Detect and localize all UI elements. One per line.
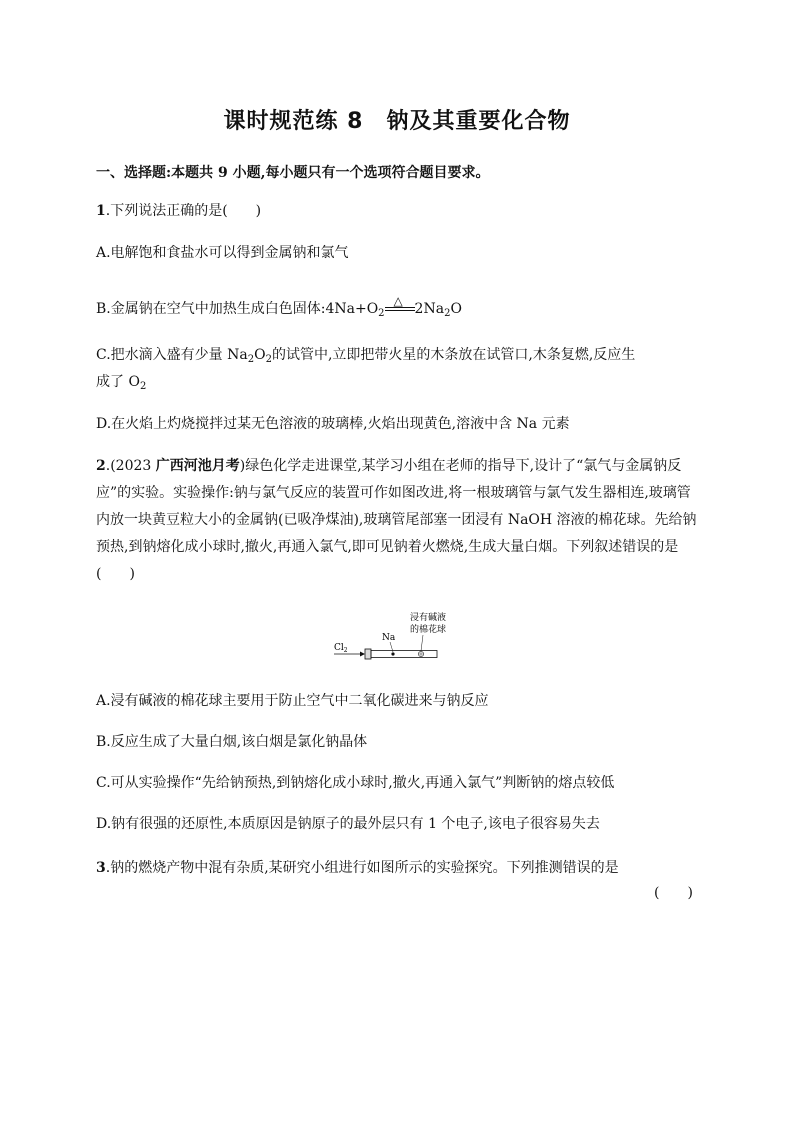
question-1-option-a: A.电解饱和食盐水可以得到金属钠和氯气 [96, 245, 349, 261]
question-3-stem [96, 855, 619, 882]
cotton-pointer [421, 635, 423, 651]
section-heading: 一、选择题:本题共 9 小题,每小题只有一个选项符合题目要求。 [96, 165, 490, 181]
option-b-sub2: 2 [444, 308, 451, 319]
option-c-text-d: 成了 O [96, 374, 140, 390]
question-2-number: 2 [96, 458, 106, 474]
question-2-source-open: .(2023 [105, 458, 156, 474]
sodium-piece-icon [391, 652, 394, 655]
na-label: Na [382, 633, 396, 643]
option-b-prefix: B.金属钠在空气中加热生成白色固体:4Na+O [96, 301, 379, 317]
arrow-head-icon [360, 652, 365, 657]
question-1-option-d: D.在火焰上灼烧搅拌过某无色溶液的玻璃棒,火焰出现黄色,溶液中含 Na 元素 [96, 416, 570, 432]
apparatus-figure [330, 608, 470, 664]
option-b-suffix: O [450, 301, 462, 317]
option-b-sub1: 2 [378, 308, 385, 319]
question-3-text: .钠的燃烧产物中混有杂质,某研究小组进行如图所示的实验探究。下列推测错误的是 [105, 860, 619, 876]
cotton-label-line1: 浸有碱液 [410, 613, 447, 623]
option-c-sub3: 2 [139, 381, 147, 392]
cl2-label: $Cl_2$ [334, 643, 348, 654]
question-2-stem [96, 453, 700, 588]
option-c-text-c: 的试管中,立即把带火星的木条放在试管口,木条复燃,反应生 [271, 347, 636, 363]
question-1-option-c-line1 [96, 342, 635, 373]
question-3-number: 3 [96, 860, 106, 876]
question-1-option-b [96, 296, 462, 327]
glass-tube [371, 651, 437, 658]
question-2-option-c: C.可从实验操作“先给钠预热,到钠熔化成小球时,撤火,再通入氯气”判断钠的熔点较低 [96, 775, 615, 791]
option-c-sub2: 2 [265, 354, 272, 365]
question-2-source: 广西河池月考 [155, 458, 240, 474]
question-1-option-c-line2 [96, 369, 146, 400]
option-c-text-b: O [254, 347, 266, 363]
question-1-number: 1 [96, 203, 106, 219]
heat-condition-icon: △ [393, 294, 403, 308]
page-title: 课时规范练 8 钠及其重要化合物 [223, 109, 571, 134]
heat-condition-equals [385, 294, 415, 316]
stopper-icon [365, 649, 371, 659]
option-c-sub1: 2 [247, 354, 255, 365]
question-2-option-d: D.钠有很强的还原性,本质原因是钠原子的最外层只有 1 个电子,该电子很容易失去 [96, 816, 600, 832]
question-2-option-a: A.浸有碱液的棉花球主要用于防止空气中二氧化碳进来与钠反应 [96, 693, 489, 709]
option-b-product: 2Na [414, 301, 445, 317]
question-2-option-b: B.反应生成了大量白烟,该白烟是氯化钠晶体 [96, 734, 368, 750]
cotton-label-line2: 的棉花球 [410, 625, 447, 635]
option-c-text-a: C.把水滴入盛有少量 Na [96, 347, 248, 363]
question-2-text: )绿色化学走进课堂,某学习小组在老师的指导下,设计了“氯气与金属钠反应”的实验。实验操作:钠与氯气反应的装置可作如图改进,将一根玻璃管与氯气发生器相连,玻璃管内放一块黄豆粒大小的金属钠(已吸净煤油),玻璃管尾部塞一团浸有 NaOH 溶液的棉花球。先给钠预热,到钠熔化成小球时,撤火,再通入氯气,即可见钠着火燃烧,生成大量白烟。下列叙述错误的是( ) [96, 458, 697, 582]
question-3-answer-blank: ( ) [654, 885, 693, 901]
question-1-text: .下列说法正确的是( ) [105, 203, 262, 219]
question-1-stem [96, 198, 261, 225]
